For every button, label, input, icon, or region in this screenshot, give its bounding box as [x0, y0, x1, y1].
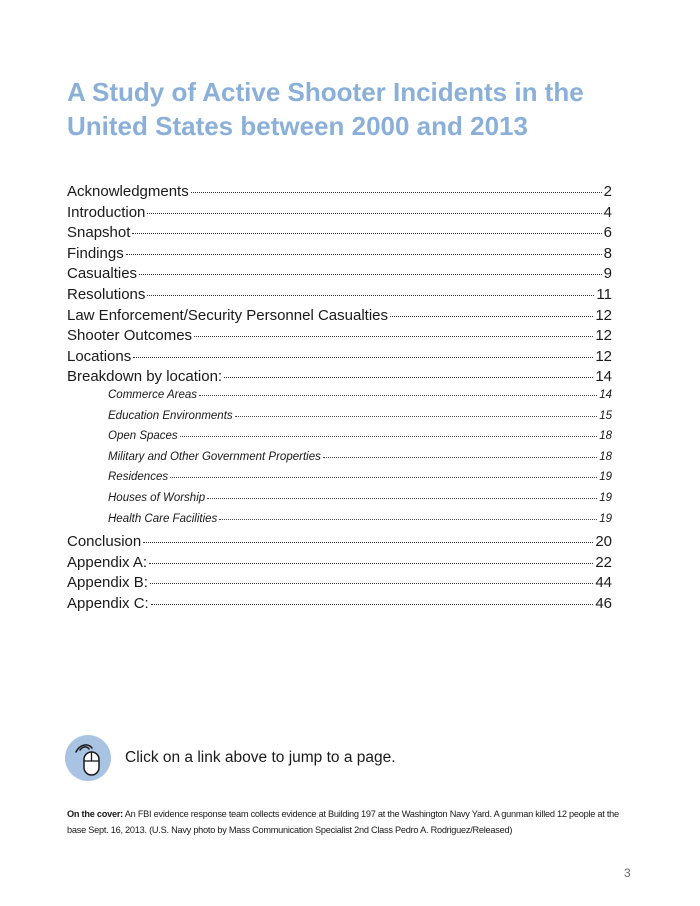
toc-entry-label: Findings	[67, 244, 124, 262]
toc-entry-label: Introduction	[67, 203, 146, 221]
toc-item	[67, 368, 612, 389]
toc-entry-label: Appendix A:	[67, 553, 148, 571]
toc-entry-page: 14	[595, 368, 612, 386]
toc-item	[67, 348, 612, 369]
toc-link[interactable]	[67, 368, 612, 389]
toc-entry-page: 11	[596, 285, 612, 303]
dot-leader	[149, 563, 593, 564]
toc-entry-page: 9	[603, 265, 612, 283]
dot-leader	[219, 519, 597, 520]
dot-leader	[224, 377, 593, 378]
cover-caption	[67, 806, 637, 838]
toc-entry-page: 12	[595, 347, 612, 365]
toc-item	[67, 307, 612, 328]
toc-entry-page: 14	[599, 388, 612, 401]
toc-entry-label: Appendix C:	[67, 594, 149, 612]
dot-leader	[139, 274, 602, 275]
toc-item	[67, 451, 612, 472]
toc-item	[67, 204, 612, 225]
cover-caption-lead: On the cover:	[67, 809, 123, 819]
toc-link[interactable]	[67, 265, 612, 286]
dot-leader	[132, 233, 601, 234]
toc-item	[67, 286, 612, 307]
toc-entry-page: 6	[603, 224, 612, 242]
toc-entry-page: 2	[603, 183, 612, 200]
dot-leader	[147, 295, 594, 296]
dot-leader	[126, 254, 602, 255]
cover-caption-text: An FBI evidence response team collects evidence at Building 197 at the Washington Navy Yard. A gunman killed 12 people at the base Sept. 16, 2013. (U.S. Navy photo by Mass Communication Specialist 2nd Class Pedro A. Rodriguez/Released)	[67, 809, 619, 835]
toc-entry-label: Residences	[108, 471, 169, 484]
toc-entry-page: 18	[599, 450, 612, 463]
mouse-click-icon	[65, 735, 111, 781]
toc-entry-label: Shooter Outcomes	[67, 327, 193, 345]
toc-item	[67, 245, 612, 266]
toc-item	[67, 471, 612, 492]
dot-leader	[170, 477, 597, 478]
toc-item	[67, 574, 612, 595]
toc-entry-label: Conclusion	[67, 533, 142, 551]
dot-leader	[323, 457, 597, 458]
toc-link[interactable]	[67, 183, 612, 204]
toc-entry-label: Law Enforcement/Security Personnel Casualties	[67, 306, 388, 324]
toc-item	[67, 265, 612, 286]
page-number: 3	[624, 866, 631, 880]
toc-entry-label: Locations	[67, 347, 132, 365]
toc-item	[67, 513, 612, 534]
toc-item	[67, 595, 612, 616]
toc-entry-page: 12	[595, 327, 612, 345]
toc-entry-page: 8	[603, 244, 612, 262]
toc-link[interactable]	[67, 430, 612, 451]
toc-link[interactable]	[67, 245, 612, 266]
dot-leader	[151, 604, 594, 605]
toc-item	[67, 430, 612, 451]
dot-leader	[150, 583, 593, 584]
toc-link[interactable]	[67, 389, 612, 410]
toc-link[interactable]	[67, 286, 612, 307]
dot-leader	[180, 436, 598, 437]
toc-entry-page: 18	[599, 430, 612, 443]
toc-entry-label: Snapshot	[67, 224, 131, 242]
toc-entry-page: 46	[595, 594, 612, 612]
toc-entry-label: Education Environments	[108, 409, 233, 422]
toc-entry-label: Casualties	[67, 265, 138, 283]
toc-entry-label: Breakdown by location:	[67, 368, 223, 386]
jump-hint-text: Click on a link above to jump to a page.	[125, 749, 396, 766]
toc-entry-page: 19	[599, 471, 612, 484]
toc-entry-page: 12	[595, 306, 612, 324]
toc-link[interactable]	[67, 554, 612, 575]
toc-entry-page: 15	[599, 409, 612, 422]
toc-link[interactable]	[67, 471, 612, 492]
toc-entry-page: 4	[603, 203, 612, 221]
toc-entry-page: 44	[595, 574, 612, 592]
dot-leader	[199, 395, 597, 396]
dot-leader	[194, 336, 593, 337]
toc-entry-label: Appendix B:	[67, 574, 148, 592]
toc-item	[67, 410, 612, 431]
toc-entry-label: Houses of Worship	[108, 491, 206, 504]
toc-link[interactable]	[67, 492, 612, 513]
toc-item	[67, 554, 612, 575]
toc-link[interactable]	[67, 595, 612, 616]
toc-entry-label: Military and Other Government Properties	[108, 450, 321, 463]
toc-link[interactable]	[67, 574, 612, 595]
toc-entry-page: 22	[595, 553, 612, 571]
toc-link[interactable]	[67, 348, 612, 369]
table-of-contents	[67, 183, 612, 615]
toc-entry-label: Health Care Facilities	[108, 512, 218, 525]
dot-leader	[133, 357, 593, 358]
toc-link[interactable]	[67, 327, 612, 348]
toc-item	[67, 492, 612, 513]
toc-entry-page: 20	[595, 533, 612, 551]
toc-entry-page: 19	[599, 491, 612, 504]
toc-link[interactable]	[67, 204, 612, 225]
toc-entry-label: Resolutions	[67, 285, 146, 303]
toc-link[interactable]	[67, 224, 612, 245]
toc-link[interactable]	[67, 307, 612, 328]
toc-link[interactable]	[67, 513, 612, 534]
toc-item	[67, 533, 612, 554]
dot-leader	[235, 416, 598, 417]
dot-leader	[147, 213, 601, 214]
toc-entry-label: Acknowledgments	[67, 183, 189, 200]
toc-item	[67, 224, 612, 245]
toc-link[interactable]	[67, 533, 612, 554]
toc-entry-label: Open Spaces	[108, 430, 178, 443]
toc-item	[67, 183, 612, 204]
toc-entry-label: Commerce Areas	[108, 388, 198, 401]
dot-leader	[207, 498, 597, 499]
toc-link[interactable]	[67, 410, 612, 431]
toc-item	[67, 327, 612, 348]
dot-leader	[390, 316, 593, 317]
toc-link[interactable]	[67, 451, 612, 472]
dot-leader	[143, 542, 593, 543]
toc-item	[67, 389, 612, 410]
dot-leader	[191, 192, 602, 193]
document-title: A Study of Active Shooter Incidents in the United States between 2000 and 2013	[67, 77, 584, 141]
toc-entry-page: 19	[599, 512, 612, 525]
